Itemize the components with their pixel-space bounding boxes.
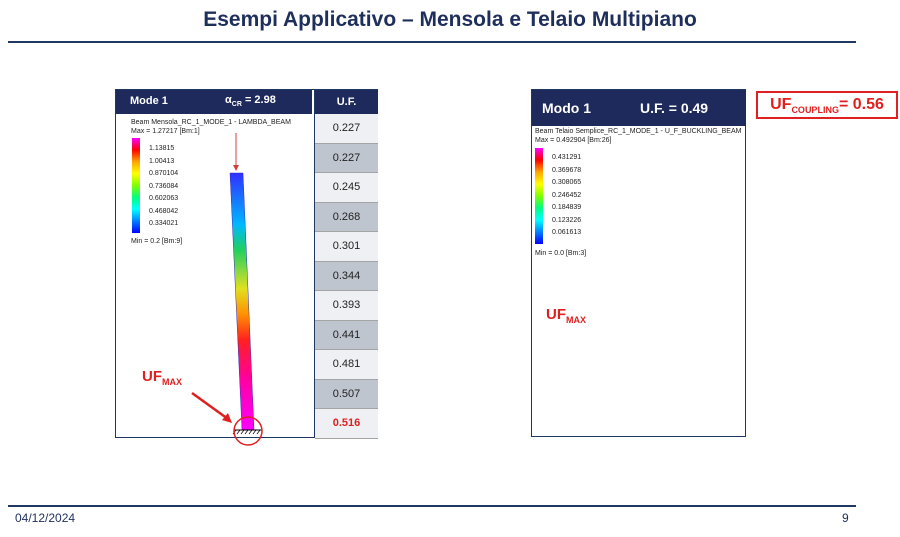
uf-cell: 0.268 <box>315 203 378 233</box>
uf-coupling-box: $UF_{COUPLING}= 0.56$ <box>756 91 898 119</box>
uf-cell: 0.344 <box>315 262 378 292</box>
ufmax-arrow <box>192 393 228 419</box>
ufmax-label-right: $UF_{MAX}$ <box>546 306 586 325</box>
frame-info: Beam Telaio Semplice_RC_1_MODE_1 - U_F_BUCKLING_BEAM Max = 0.492904 [Bm:26] <box>535 128 742 144</box>
mode-label: Mode 1 <box>130 95 168 107</box>
legend-values: 1.13815 1.00413 0.870104 0.736084 0.602063 0.468042 0.334021 <box>149 145 179 227</box>
uf-cell: 0.441 <box>315 321 378 351</box>
cantilever-info: Beam Mensola_RC_1_MODE_1 - LAMBDA_BEAM Max = 1.27217 [Bm:1] <box>131 119 291 135</box>
frame-header <box>532 90 746 126</box>
frame-uf-label: U.F. = 0.49 <box>640 100 709 116</box>
frame-min-label: Min = 0.0 [Bm:3] <box>535 250 587 257</box>
frame-legend-bar <box>535 148 543 244</box>
uf-cell-max: 0.516 <box>315 409 378 439</box>
uf-cell: 0.507 <box>315 380 378 410</box>
min-label: Min = 0.2 [Bm:9] <box>131 238 183 245</box>
uf-cell: 0.301 <box>315 232 378 262</box>
uf-cell: 0.481 <box>315 350 378 380</box>
alpha-cr-label: $\alpha_{CR} = 2.98$ <box>225 94 276 109</box>
cantilever-beam <box>230 173 254 430</box>
uf-cell: 0.245 <box>315 173 378 203</box>
slide-title: Esempi Applicativo – Mensola e Telaio Multipiano <box>203 8 697 31</box>
modo-label: Modo 1 <box>542 100 591 116</box>
frame-panel <box>531 89 746 437</box>
footer-date: 04/12/2024 <box>15 511 76 525</box>
uf-cell: 0.227 <box>315 144 378 174</box>
frame-legend-values: 0.431291 0.369678 0.308065 0.246452 0.184839 0.123226 0.061613 <box>552 154 582 236</box>
fixed-support-icon <box>233 430 260 434</box>
uf-header: U.F. <box>315 90 378 114</box>
page-number: 9 <box>842 511 849 525</box>
footer-divider <box>8 505 856 507</box>
uf-cell: 0.393 <box>315 291 378 321</box>
ufmax-label-left: $UF_{MAX}$ <box>142 368 182 387</box>
uf-cell: 0.227 <box>315 114 378 144</box>
